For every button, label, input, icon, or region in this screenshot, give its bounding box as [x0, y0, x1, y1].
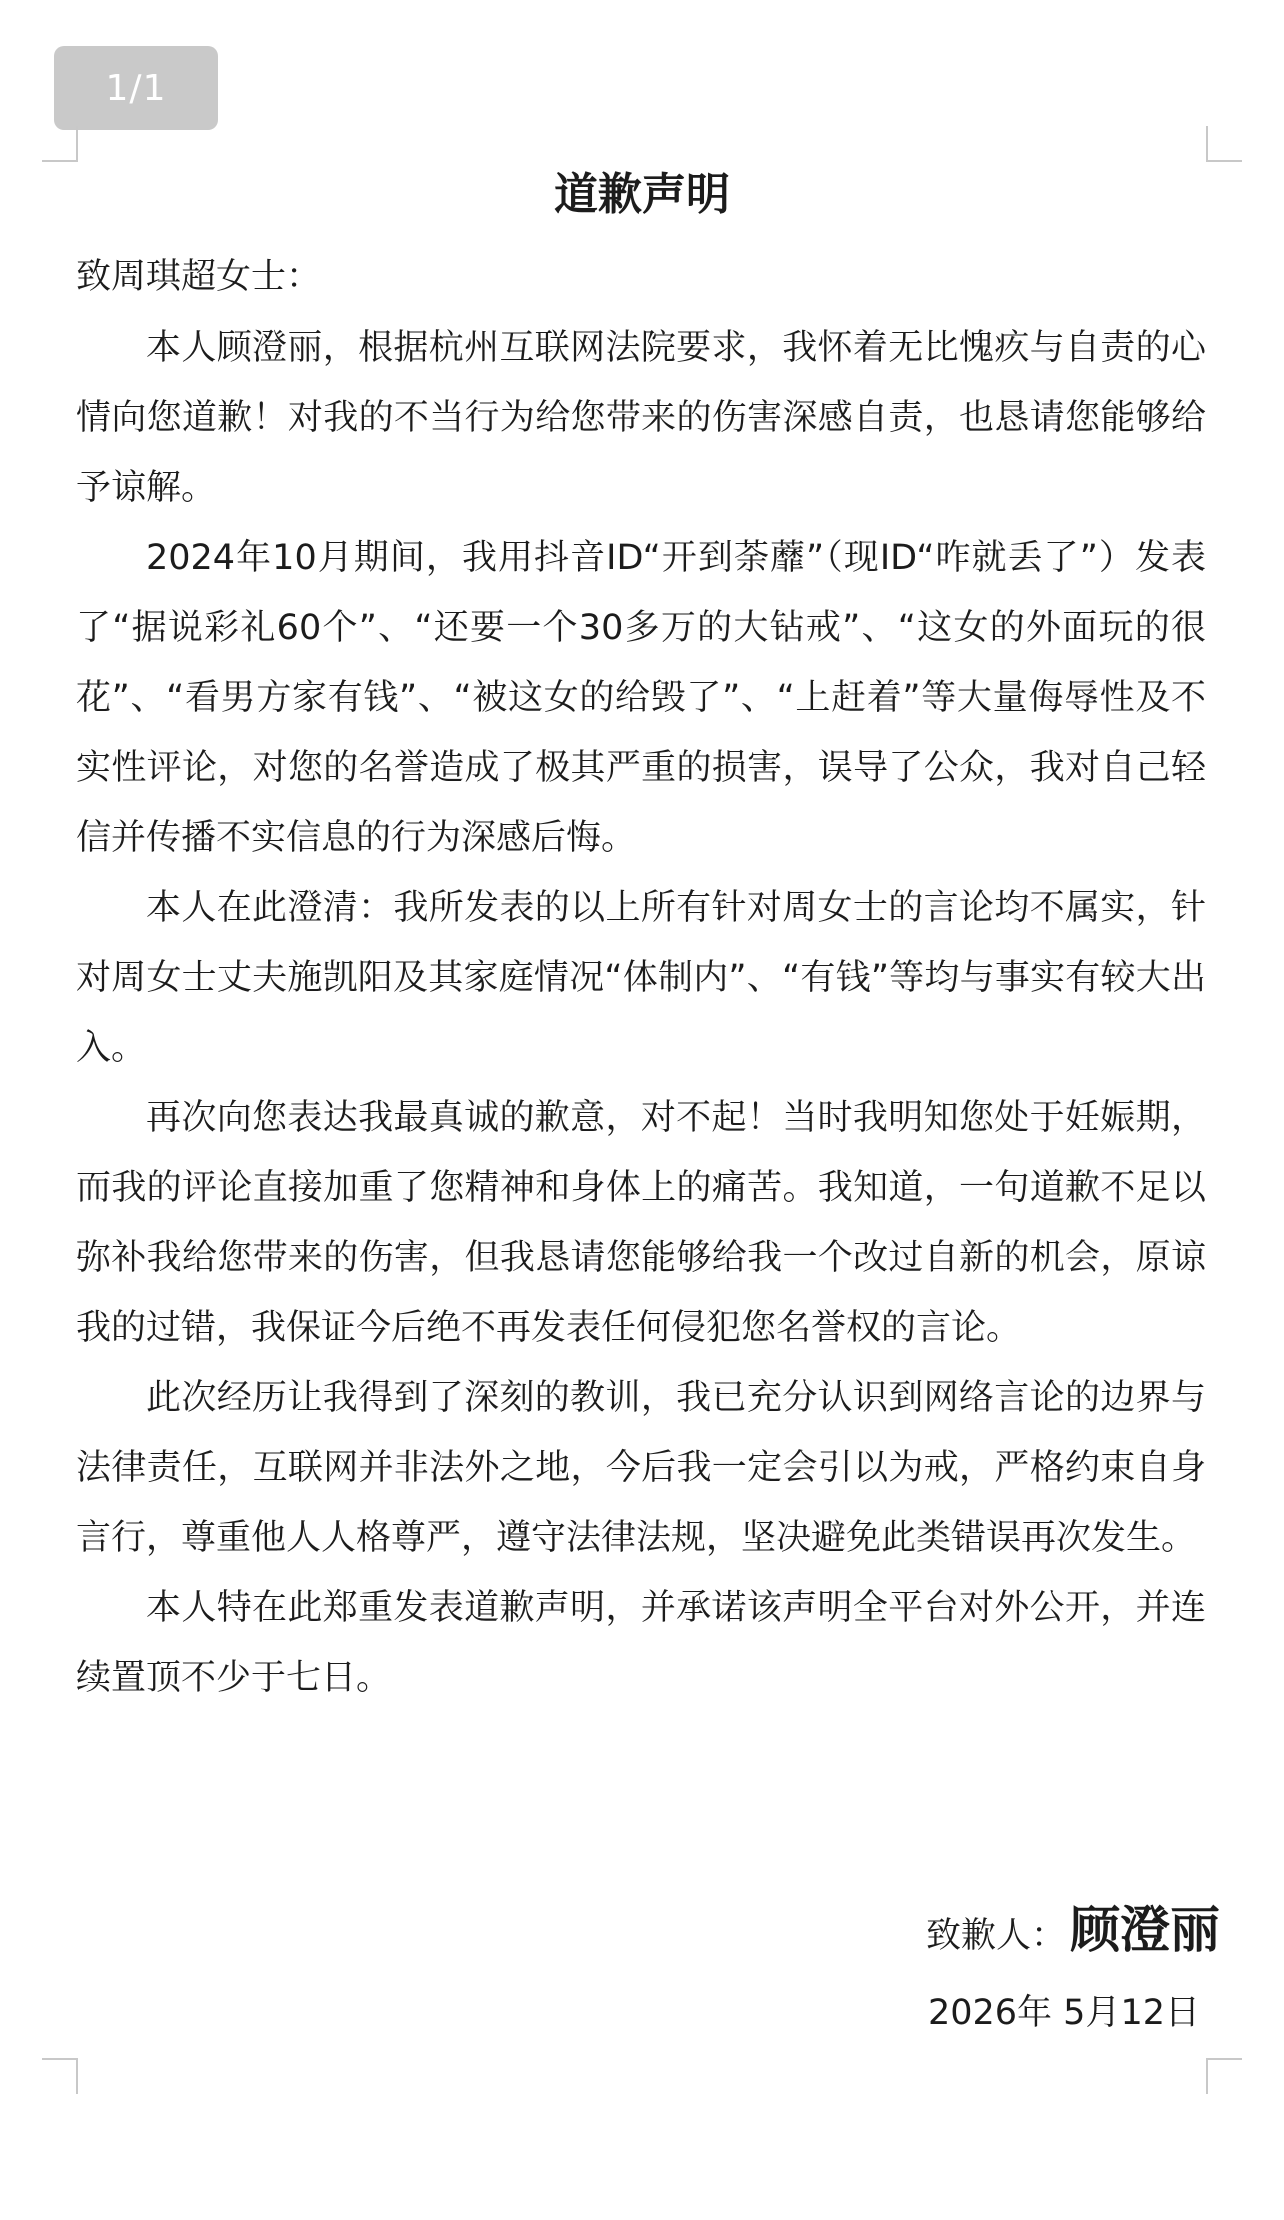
document-date: 2026年 5月12日 — [927, 1993, 1200, 2033]
paragraph: 本人在此澄清：我所发表的以上所有针对周女士的言论均不属实，针对周女士丈夫施凯阳及其家庭情况“体制内”、“有钱”等均与事实有较大出入。 — [76, 888, 1206, 1068]
salutation: 致周琪超女士： — [76, 257, 322, 297]
signature-label: 致歉人： — [925, 1916, 1066, 1956]
document-body — [76, 313, 1206, 1713]
page-corner-mark — [1206, 2058, 1242, 2094]
page-indicator: 1/1 — [54, 46, 218, 130]
page-corner-mark — [42, 2058, 78, 2094]
paragraph: 本人顾澄丽，根据杭州互联网法院要求，我怀着无比愧疚与自责的心情向您道歉！对我的不当行为给您带来的伤害深感自责，也恳请您能够给予谅解。 — [76, 328, 1206, 508]
page-corner-mark — [42, 126, 78, 162]
paragraph: 此次经历让我得到了深刻的教训，我已充分认识到网络言论的边界与法律责任，互联网并非法外之地，今后我一定会引以为戒，严格约束自身言行，尊重他人人格尊严，遵守法律法规，坚决避免此类错误再次发生。 — [76, 1378, 1206, 1558]
paragraph: 2024年10月期间，我用抖音ID“开到荼蘼”（现ID“咋就丢了”）发表了“据说彩礼60个”、“还要一个30多万的大钻戒”、“这女的外面玩的很花”、“看男方家有钱”、“被这女的给毁了”、“上赶着”等大量侮辱性及不实性评论，对您的名誉造成了极其严重的损害，误导了公众，我对自己轻信并传播不实信息的行为深感后悔。 — [76, 538, 1206, 858]
signature — [926, 1890, 1220, 1962]
document-title: 道歉声明 — [554, 169, 730, 220]
paragraph: 再次向您表达我最真诚的歉意，对不起！当时我明知您处于妊娠期，而我的评论直接加重了您精神和身体上的痛苦。我知道，一句道歉不足以弥补我给您带来的伤害，但我恳请您能够给我一个改过自新的机会，原谅我的过错，我保证今后绝不再发表任何侵犯您名誉权的言论。 — [76, 1098, 1206, 1348]
page-corner-mark — [1206, 126, 1242, 162]
paragraph: 本人特在此郑重发表道歉声明，并承诺该声明全平台对外公开，并连续置顶不少于七日。 — [76, 1588, 1206, 1698]
signature-name: 顾澄丽 — [1070, 1901, 1220, 1959]
